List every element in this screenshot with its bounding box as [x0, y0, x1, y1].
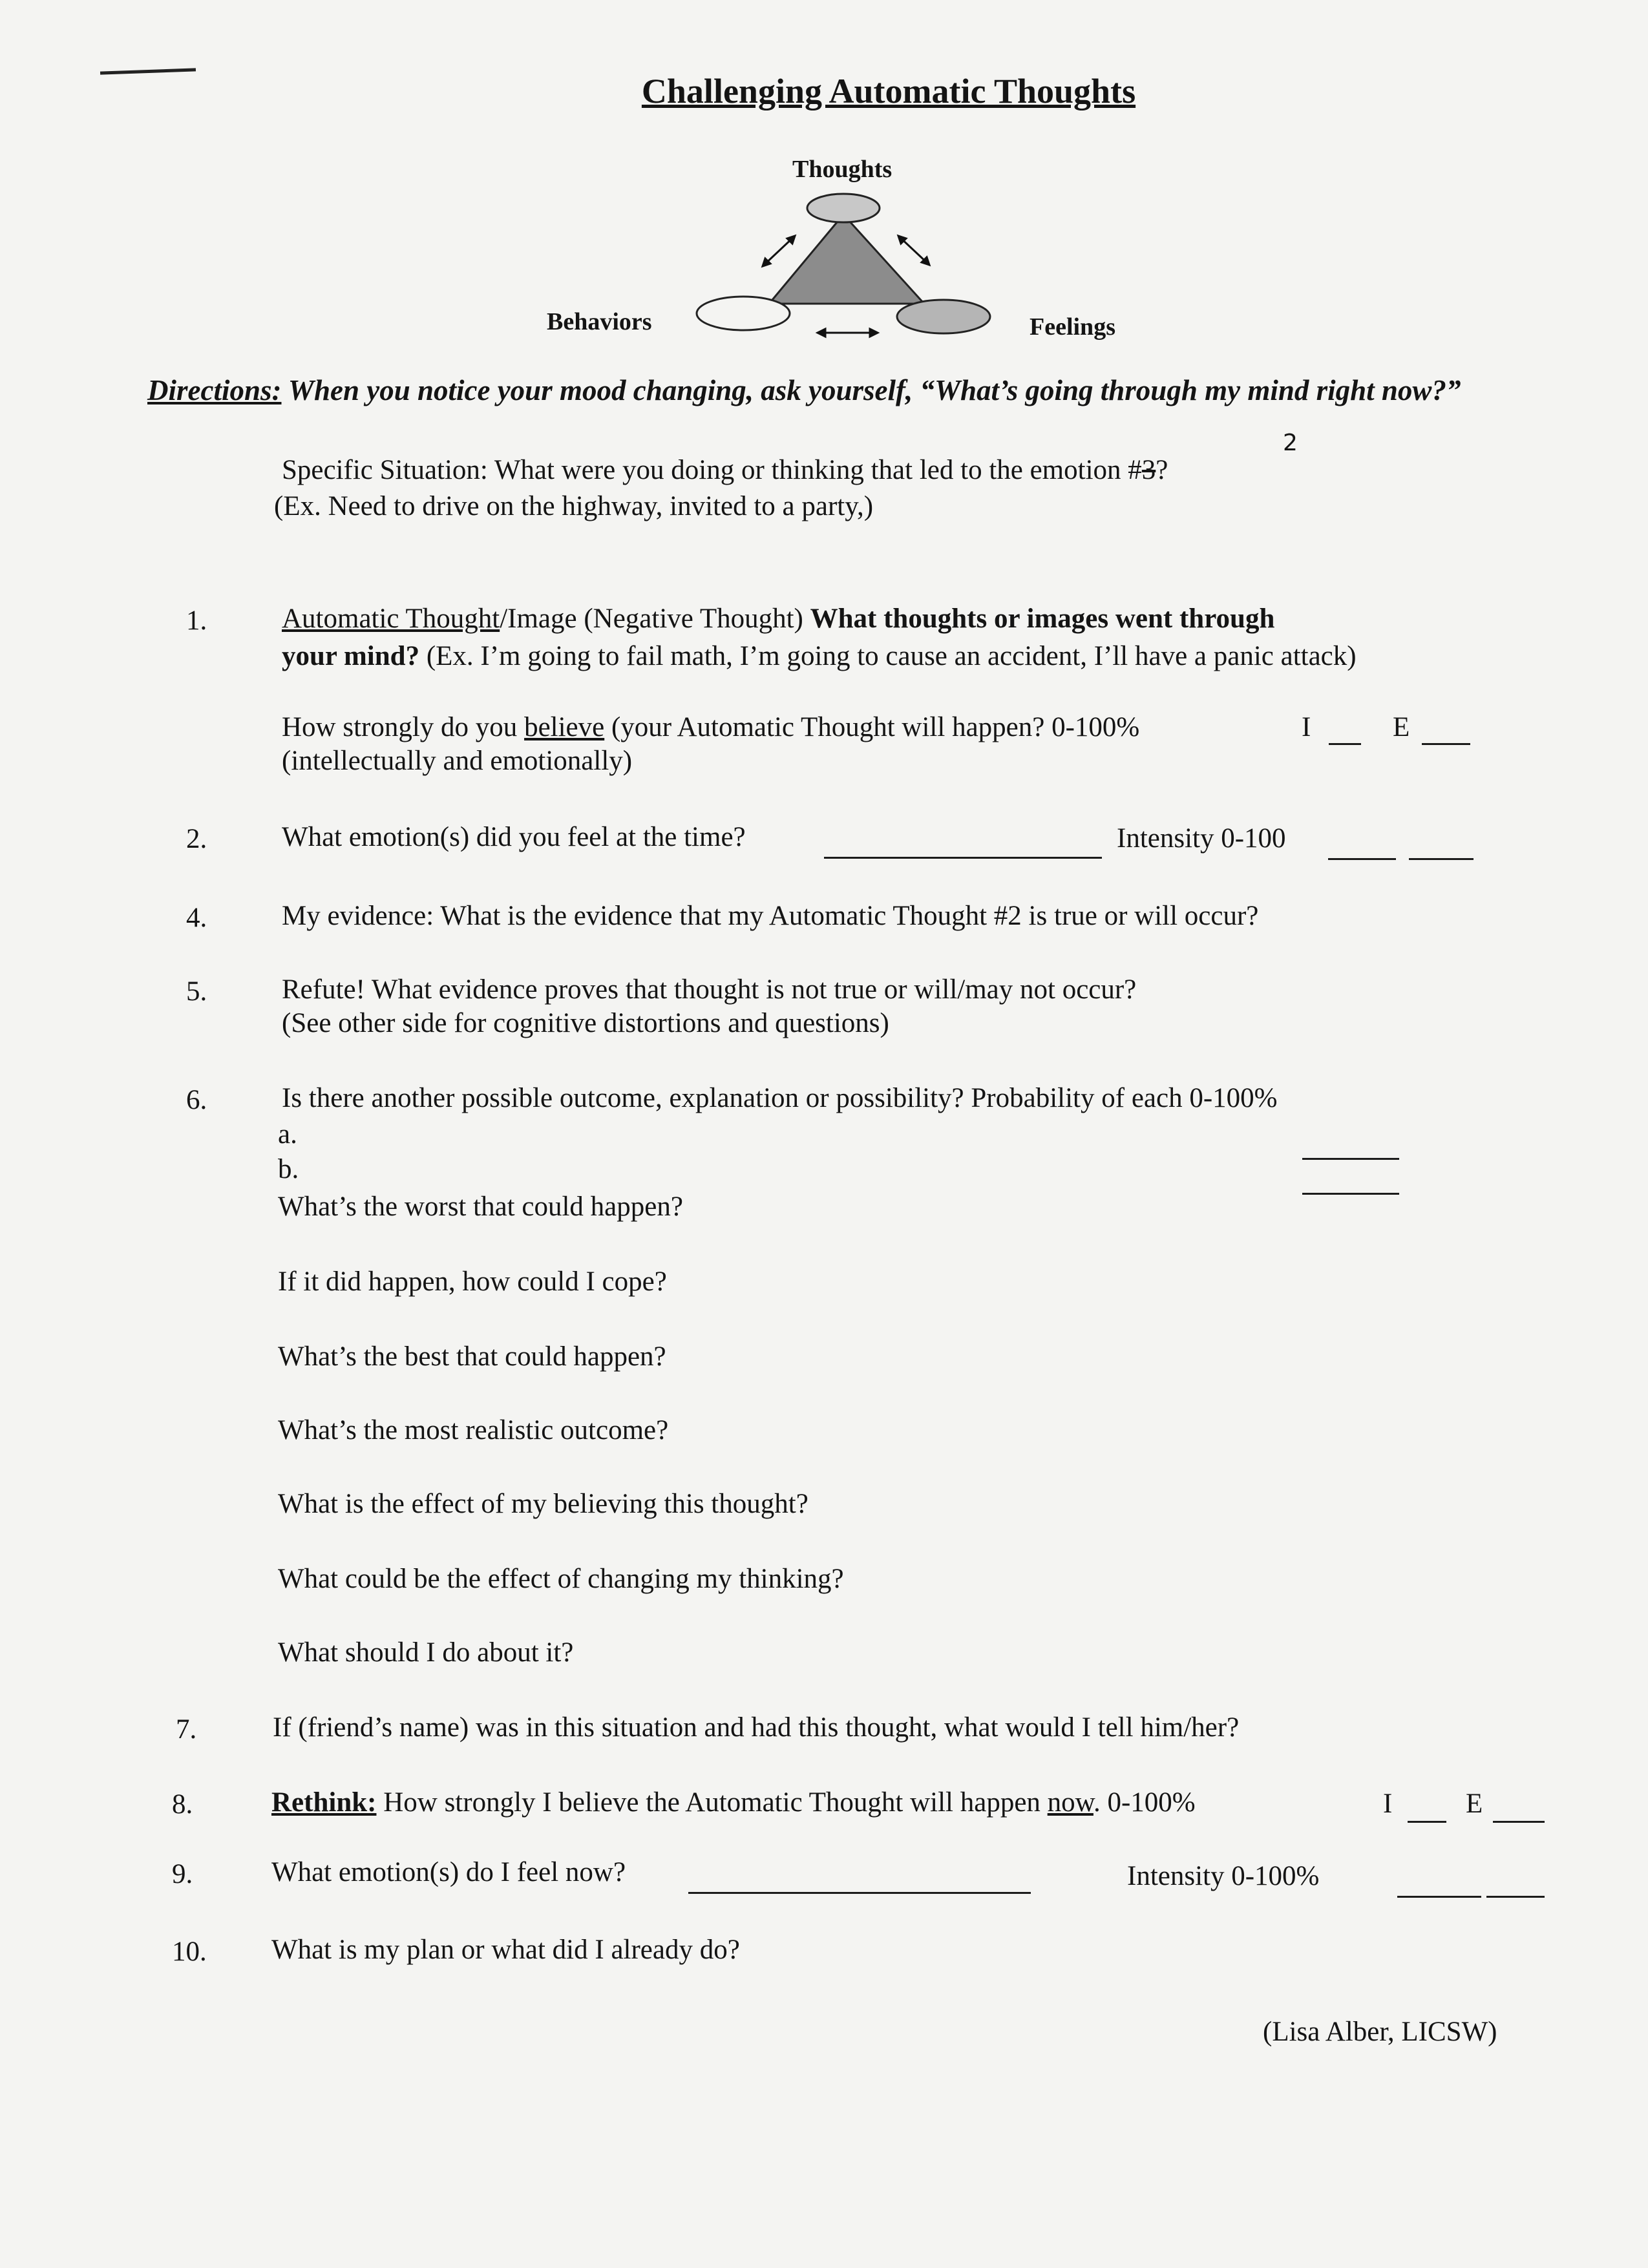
- directions-label: Directions:: [147, 374, 282, 406]
- item-9-intensity-blank-1[interactable]: [1397, 1896, 1481, 1898]
- item-2-emotion-blank[interactable]: [824, 857, 1102, 859]
- item-6-cope: If it did happen, how could I cope?: [278, 1266, 667, 1297]
- item-10-question: What is my plan or what did I already do?: [271, 1935, 740, 1965]
- item-6-worst: What’s the worst that could happen?: [278, 1192, 683, 1222]
- item-2-intensity-blank-1[interactable]: [1328, 858, 1396, 860]
- item-2-question: What emotion(s) did you feel at the time?: [282, 822, 746, 852]
- item-6-option-b: b.: [278, 1154, 299, 1184]
- item-number-6: 6.: [186, 1085, 207, 1115]
- situation-example: (Ex. Need to drive on the highway, invited to a party,): [274, 491, 874, 521]
- handwritten-number: 2: [1283, 430, 1298, 456]
- item-number-9: 9.: [172, 1859, 193, 1889]
- item-5-question: Refute! What evidence proves that thought is not true or will/may not occur?: [282, 974, 1137, 1005]
- item-9-emotion-blank[interactable]: [688, 1892, 1031, 1894]
- item-2-intensity-label: Intensity 0-100: [1117, 823, 1286, 854]
- item-8-emotional-blank[interactable]: [1493, 1821, 1545, 1823]
- diagram-label-behaviors: Behaviors: [547, 308, 652, 335]
- item-6-effect: What is the effect of my believing this thought?: [278, 1489, 808, 1519]
- item-number-2: 2.: [186, 824, 207, 854]
- situation-prompt: Specific Situation: What were you doing or thinking that led to the emotion #3?: [282, 455, 1168, 485]
- item-number-1: 1.: [186, 605, 207, 636]
- item-1-emotional-label: E: [1393, 712, 1410, 742]
- struck-number: 3: [1141, 455, 1156, 485]
- author-credit: (Lisa Alber, LICSW): [1263, 2017, 1497, 2047]
- item-number-10: 10.: [172, 1937, 207, 1967]
- item-6-probability-a-blank[interactable]: [1302, 1158, 1399, 1160]
- item-1-belief-rating: How strongly do you believe (your Automatic Thought will happen? 0-100%: [282, 712, 1140, 742]
- item-1-intellectual-blank[interactable]: [1329, 743, 1361, 745]
- item-6-option-a: a.: [278, 1119, 297, 1150]
- item-5-note: (See other side for cognitive distortions and questions): [282, 1008, 889, 1038]
- item-number-8: 8.: [172, 1789, 193, 1820]
- item-number-5: 5.: [186, 976, 207, 1007]
- item-number-7: 7.: [176, 1714, 197, 1745]
- item-6-best: What’s the best that could happen?: [278, 1341, 666, 1372]
- item-9-intensity-blank-2[interactable]: [1486, 1896, 1545, 1898]
- item-1-intellectual-label: I: [1302, 712, 1311, 742]
- item-4-question: My evidence: What is the evidence that my Automatic Thought #2 is true or will occur?: [282, 901, 1259, 931]
- directions-text: When you notice your mood changing, ask yourself, “What’s going through my mind right now?”: [281, 374, 1461, 406]
- item-9-question: What emotion(s) do I feel now?: [271, 1857, 626, 1887]
- item-8-question: Rethink: How strongly I believe the Automatic Thought will happen now. 0-100%: [271, 1787, 1196, 1818]
- diagram-label-thoughts: Thoughts: [792, 156, 893, 183]
- item-6-probability-b-blank[interactable]: [1302, 1193, 1399, 1195]
- item-number-4: 4.: [186, 903, 207, 933]
- item-9-intensity-label: Intensity 0-100%: [1127, 1861, 1320, 1891]
- directions: [147, 373, 1461, 407]
- cognitive-triangle-diagram: [672, 187, 1034, 349]
- diagram-label-feelings: Feelings: [1030, 313, 1115, 341]
- item-1-question-continued: your mind? (Ex. I’m going to fail math, I’m going to cause an accident, I’ll have a panic attack): [282, 641, 1357, 671]
- item-8-emotional-label: E: [1466, 1789, 1483, 1819]
- item-8-intellectual-label: I: [1383, 1789, 1393, 1819]
- item-6-do: What should I do about it?: [278, 1637, 574, 1668]
- page-title: Challenging Automatic Thoughts: [641, 72, 1136, 110]
- item-1-emotional-blank[interactable]: [1422, 743, 1470, 745]
- item-2-intensity-blank-2[interactable]: [1409, 858, 1474, 860]
- item-6-realistic: What’s the most realistic outcome?: [278, 1415, 669, 1445]
- item-6-change: What could be the effect of changing my thinking?: [278, 1564, 844, 1594]
- item-1-question: Automatic Thought/Image (Negative Thought) What thoughts or images went through: [282, 604, 1275, 634]
- item-7-question: If (friend’s name) was in this situation and had this thought, what would I tell him/her?: [273, 1712, 1240, 1743]
- item-8-intellectual-blank[interactable]: [1408, 1821, 1446, 1823]
- item-1-belief-note: (intellectually and emotionally): [282, 746, 633, 776]
- item-6-question: Is there another possible outcome, explanation or possibility? Probability of each 0-100%: [282, 1083, 1278, 1113]
